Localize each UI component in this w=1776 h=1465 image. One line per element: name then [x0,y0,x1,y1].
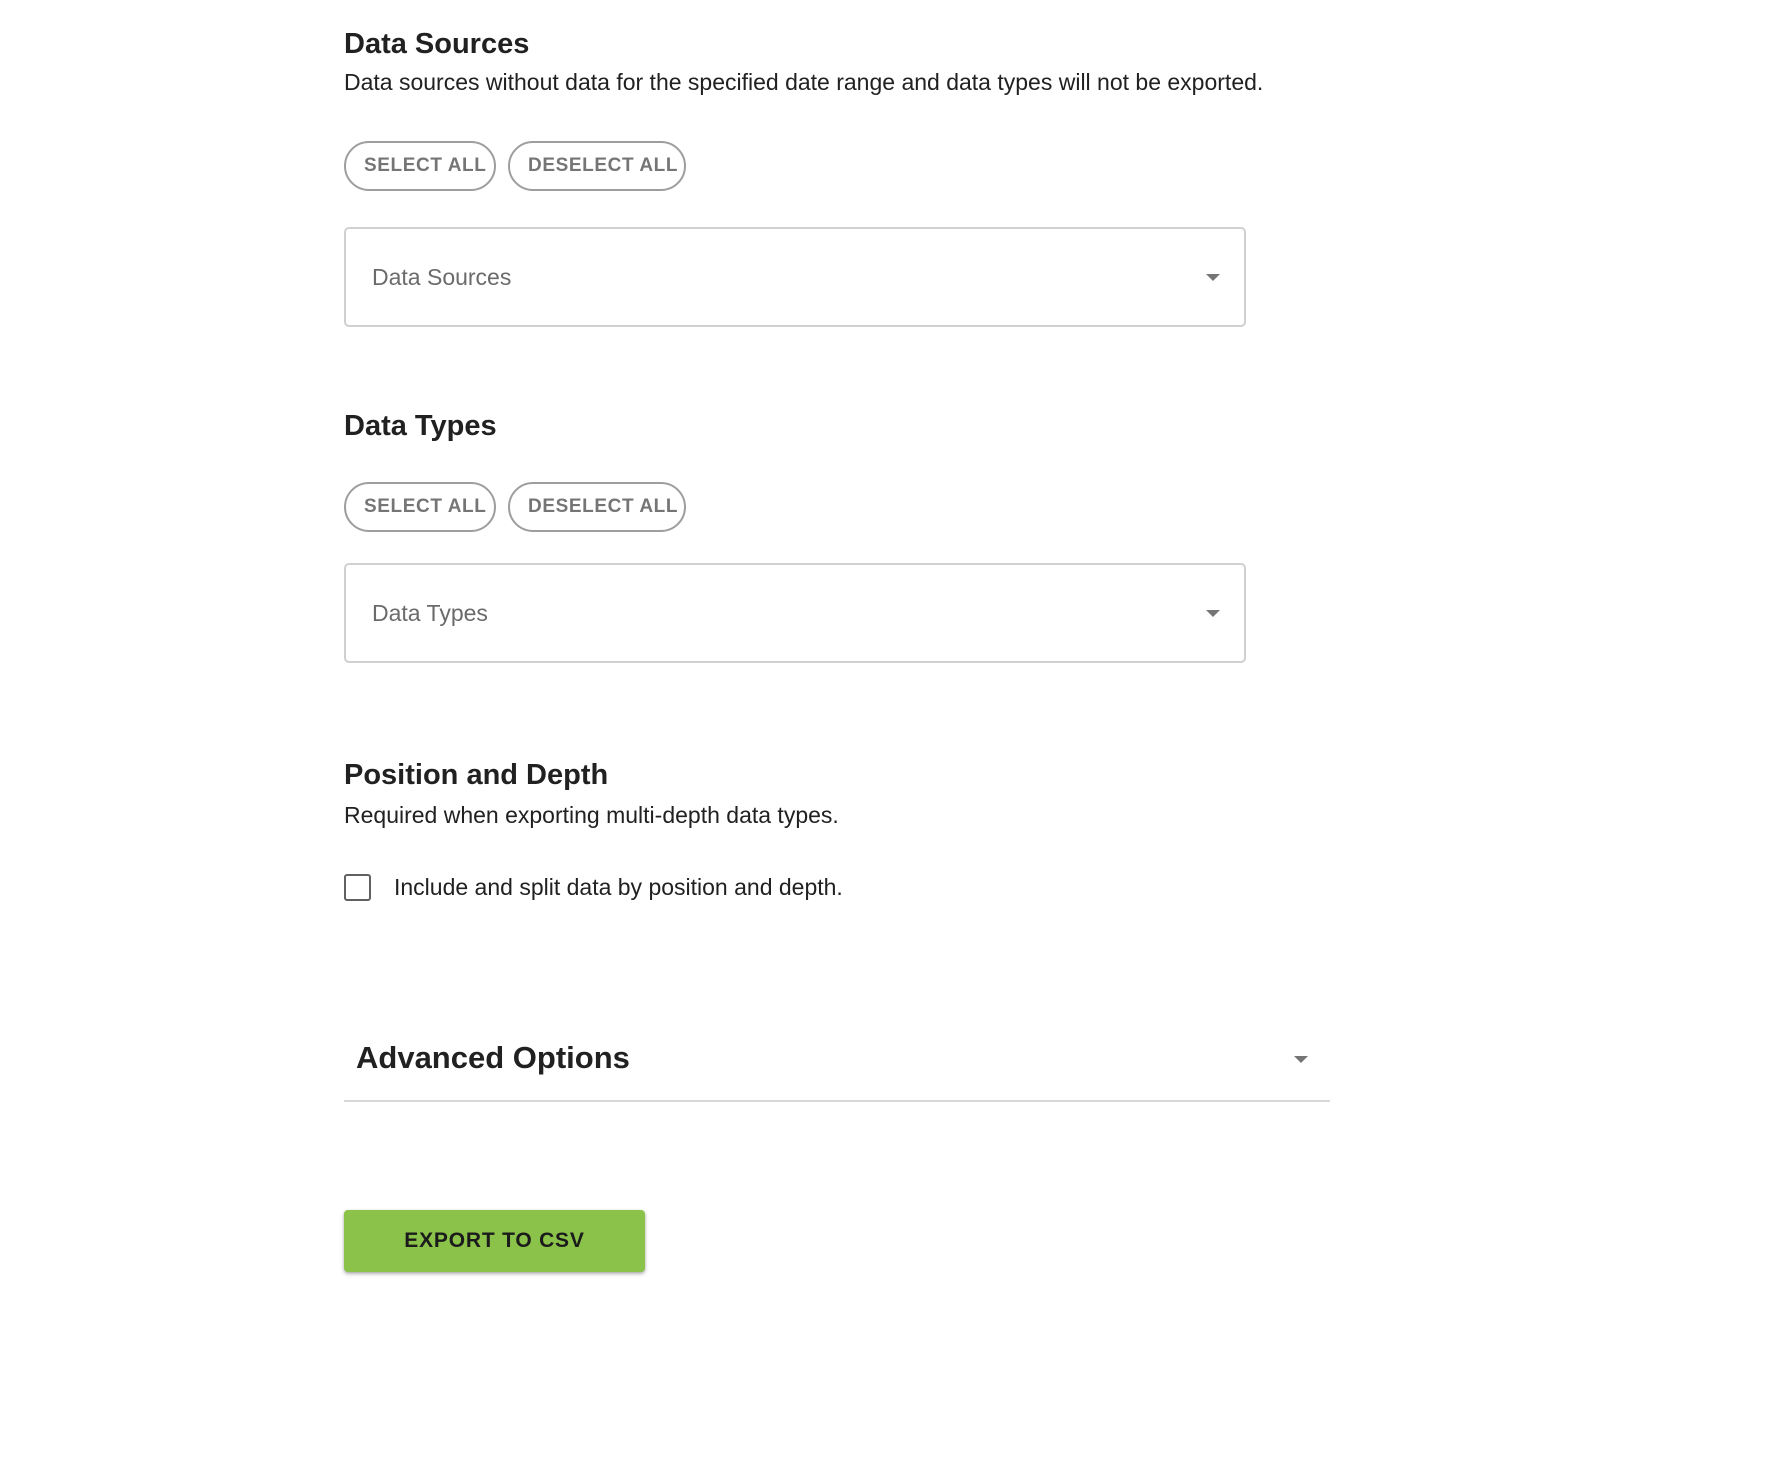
data-sources-select-placeholder: Data Sources [372,264,512,290]
caret-down-icon [1206,610,1220,617]
data-sources-title: Data Sources [344,28,530,60]
data-types-select[interactable] [344,563,1246,663]
export-to-csv-button[interactable]: EXPORT TO CSV [344,1210,645,1272]
data-sources-button-row [344,141,686,191]
position-depth-description: Required when exporting multi-depth data types. [344,802,839,828]
data-sources-select-all-button[interactable]: SELECT ALL [344,141,496,191]
data-types-button-row [344,482,686,532]
advanced-options-accordion[interactable] [344,1016,1330,1102]
data-sources-description: Data sources without data for the specified date range and data types will not be exported. [344,69,1264,95]
data-types-select-all-button[interactable]: SELECT ALL [344,482,496,532]
data-types-deselect-all-button[interactable]: DESELECT ALL [508,482,686,532]
data-types-title: Data Types [344,410,497,442]
caret-down-icon [1206,274,1220,281]
position-depth-checkbox[interactable] [344,874,371,901]
advanced-options-title: Advanced Options [356,1040,630,1075]
data-sources-select[interactable] [344,227,1246,327]
caret-down-icon [1294,1056,1308,1063]
position-depth-checkbox-label: Include and split data by position and depth. [394,874,843,900]
position-depth-title: Position and Depth [344,759,609,791]
data-types-select-placeholder: Data Types [372,600,488,626]
data-sources-deselect-all-button[interactable]: DESELECT ALL [508,141,686,191]
position-depth-checkbox-row[interactable] [344,872,843,902]
